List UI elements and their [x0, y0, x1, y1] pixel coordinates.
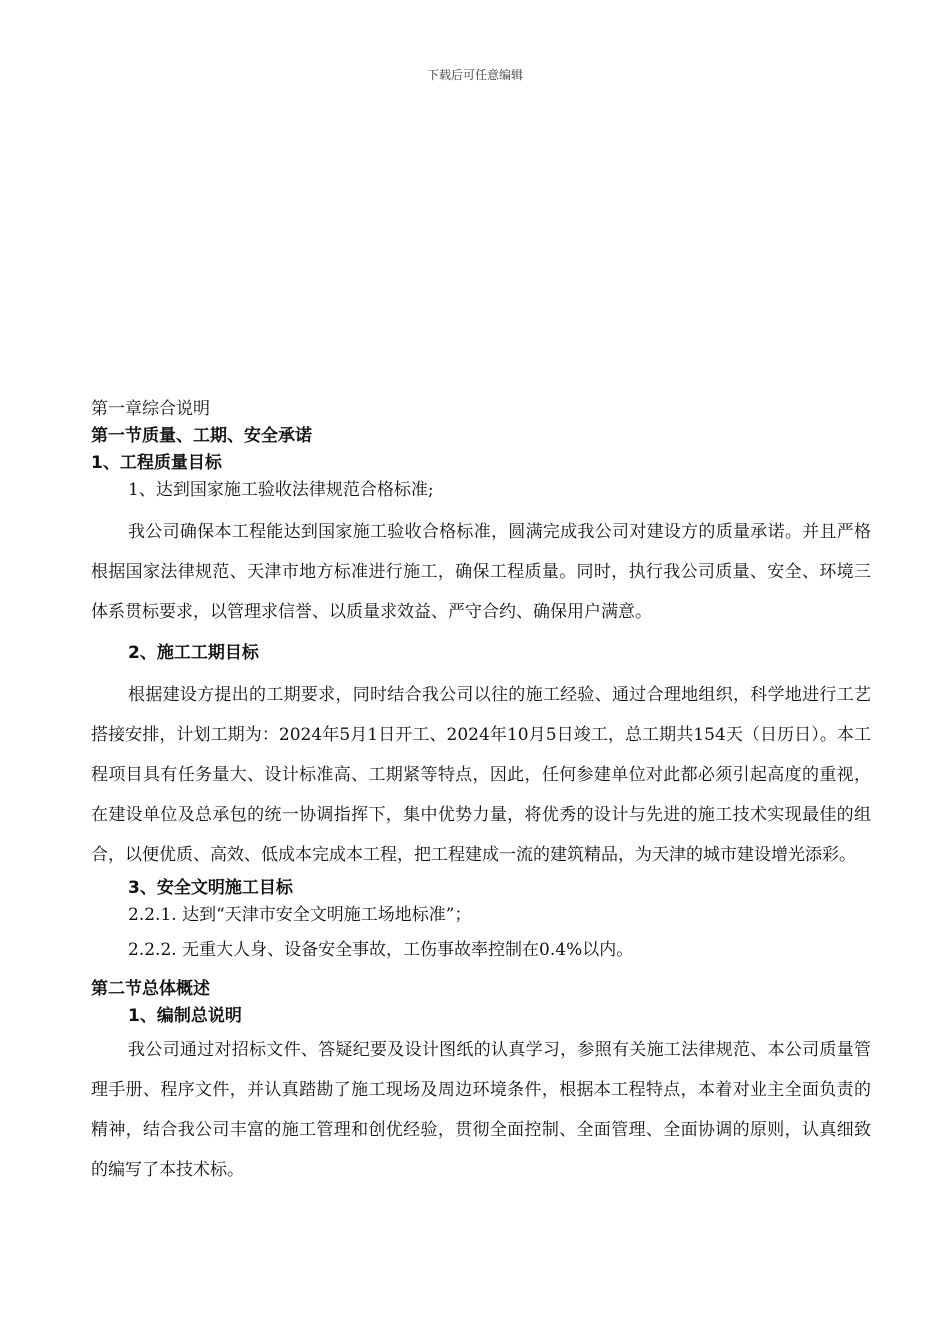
section-2-sub-1-title: 1、编制总说明: [128, 1006, 242, 1026]
section-1-title: 第一节质量、工期、安全承诺: [91, 426, 312, 446]
section-2-title: 第二节总体概述: [91, 979, 210, 999]
spacer: [91, 504, 871, 512]
header-note: 下载后可任意编辑: [426, 68, 523, 82]
spacer: [91, 632, 871, 640]
section-1-sub-1-title: 1、工程质量目标: [91, 453, 222, 473]
spacer: [91, 964, 871, 976]
safety-item-2: 2.2.2. 无重大人身、设备安全事故，工伤事故率控制在0.4%以内。: [128, 940, 634, 960]
spacer: [91, 929, 871, 937]
chapter-title: 第一章综合说明: [91, 399, 210, 419]
section-1-sub-3-title: 3、安全文明施工目标: [128, 878, 293, 898]
quality-paragraph: 我公司确保本工程能达到国家施工验收合格标准，圆满完成我公司对建设方的质量承诺。并且严格根据国家法律规范、天津市地方标准进行施工，确保工程质量。同时，执行我公司质量、安全、环境三体系贯标要求，以管理求信誉、以质量求效益、严守合约、确保用户满意。: [91, 522, 871, 622]
safety-item-1: 2.2.1. 达到“天津市安全文明施工场地标准”；: [128, 905, 472, 925]
section-1-sub-2-title: 2、施工工期目标: [128, 643, 259, 663]
overview-paragraph: 我公司通过对招标文件、答疑纪要及设计图纸的认真学习，参照有关施工法律规范、本公司质量管理手册、程序文件，并认真踏勘了施工现场及周边环境条件，根据本工程特点，本着对业主全面负责的精神，结合我公司丰富的施工管理和创优经验，贯彻全面控制、全面管理、全面协调的原则，认真细致的编写了本技术标。: [91, 1040, 871, 1180]
quality-item-1: 1、达到国家施工验收法律规范合格标准;: [128, 480, 434, 500]
schedule-paragraph: 根据建设方提出的工期要求，同时结合我公司以往的施工经验、通过合理地组织，科学地进行工艺搭接安排，计划工期为：2024年5月1日开工、2024年10月5日竣工，总工期共154天（日历日）。本工程项目具有任务量大、设计标准高、工期紧等特点，因此，任何参建单位对此都必须引起高度的重视，在建设单位及总承包的统一协调指挥下，集中优势力量，将优秀的设计与先进的施工技术实现最佳的组合，以便优质、高效、低成本完成本工程，把工程建成一流的建筑精品，为天津的城市建设增光添彩。: [91, 685, 871, 865]
spacer: [91, 667, 871, 675]
document-body: [91, 396, 871, 1190]
